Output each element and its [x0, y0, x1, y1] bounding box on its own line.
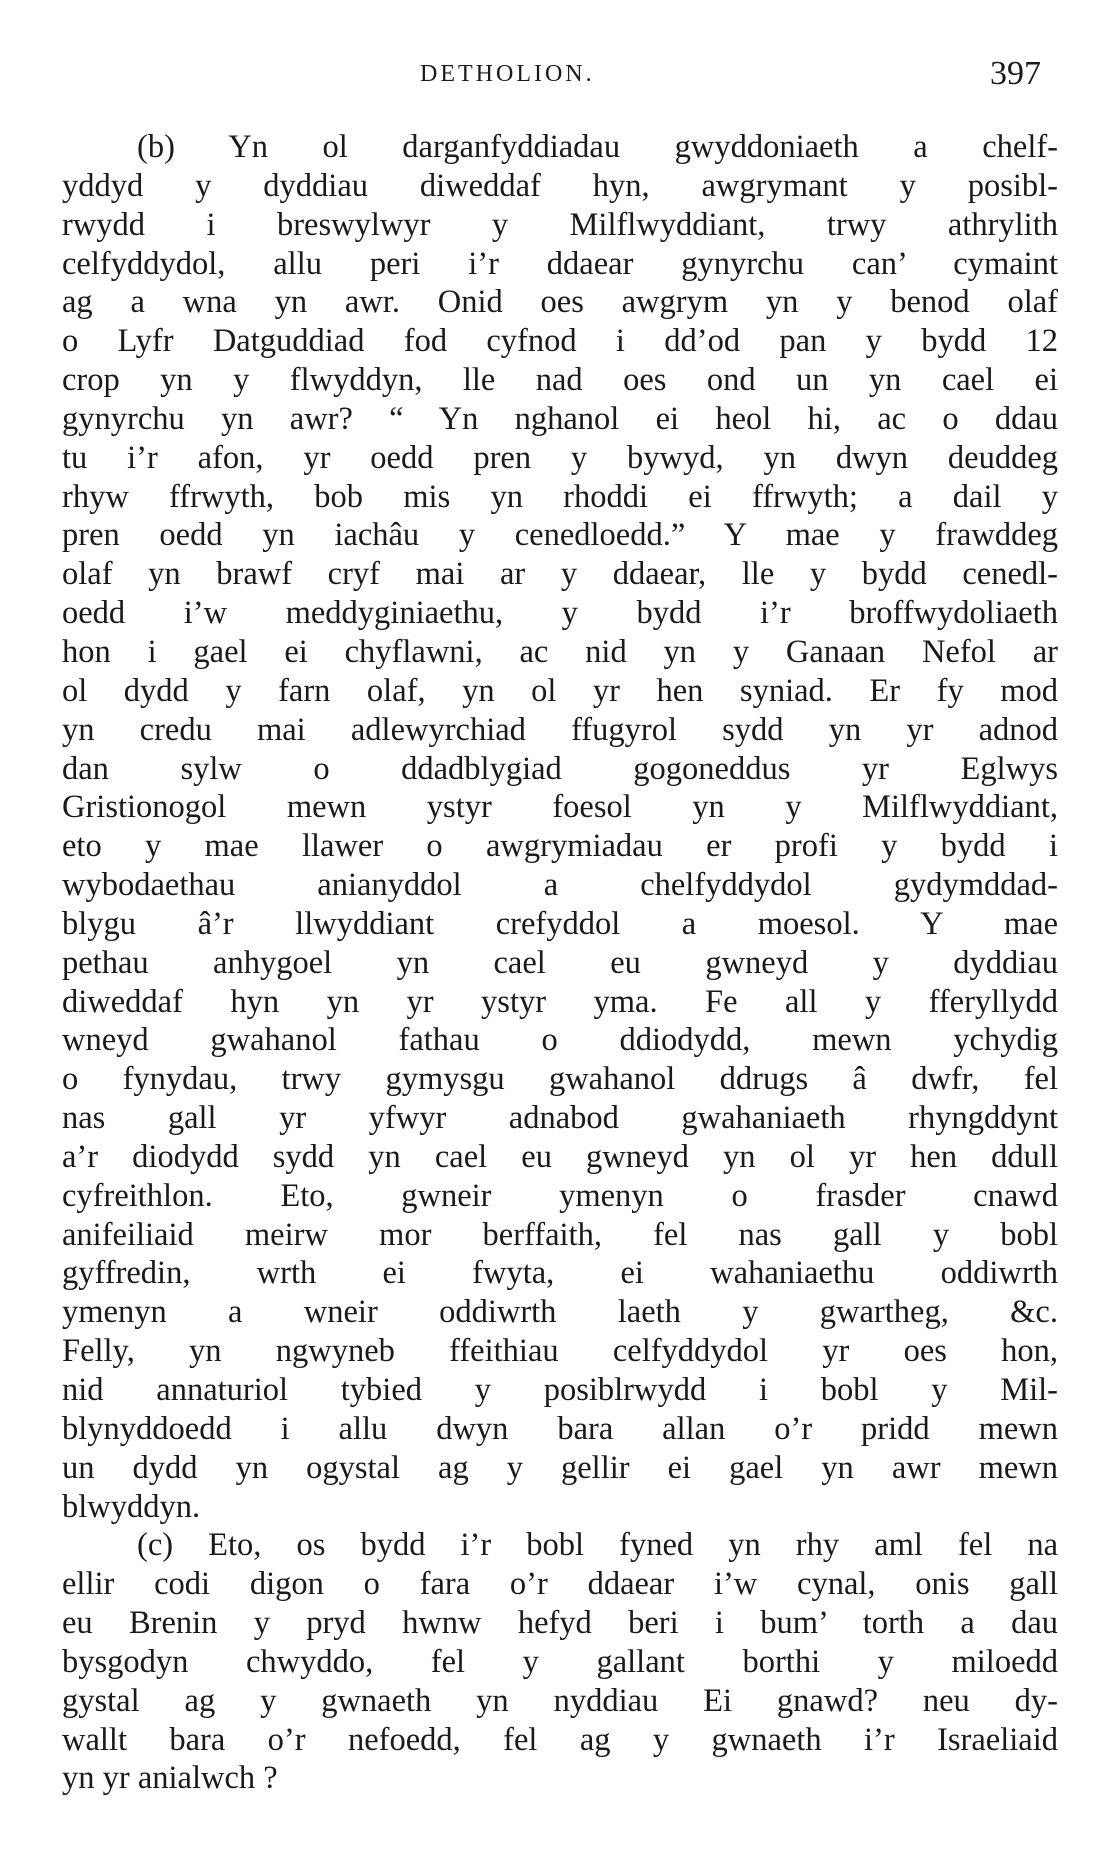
- text-line: (c) Eto, os bydd i’r bobl fyned yn rhy aml fel na: [137, 1527, 1058, 1564]
- text-line: wallt bara o’r nefoedd, fel ag y gwnaeth i’r Israeliaid: [62, 1721, 1058, 1758]
- text-line: o fynydau, trwy gymysgu gwahanol ddrugs â dwfr, fel: [62, 1061, 1058, 1098]
- text-line: nid annaturiol tybied y posiblrwydd i bobl y Mil-: [62, 1372, 1058, 1408]
- running-title: DETHOLION.: [420, 61, 595, 87]
- text-line: oedd i’w meddyginiaethu, y bydd i’r broffwydoliaeth: [62, 595, 1058, 632]
- text-line: dan sylw o ddadblygiad gogoneddus yr Eglwys: [62, 750, 1058, 787]
- text-line: nas gall yr yfwyr adnabod gwahaniaeth rhyngddynt: [62, 1100, 1058, 1137]
- text-line: gyffredin, wrth ei fwyta, ei wahaniaethu oddiwrth: [62, 1255, 1058, 1292]
- text-line: yddyd y dyddiau diweddaf hyn, awgrymant y posibl-: [62, 167, 1058, 204]
- running-head: [0, 55, 1115, 95]
- text-line: Felly, yn ngwyneb ffeithiau celfyddydol yr oes hon,: [62, 1333, 1058, 1370]
- text-line: o Lyfr Datguddiad fod cyfnod i dd’od pan y bydd 12: [62, 323, 1058, 360]
- text-line: anifeiliaid meirw mor berffaith, fel nas gall y bobl: [62, 1216, 1058, 1253]
- text-line: celfyddydol, allu peri i’r ddaear gynyrchu can’ cymaint: [62, 245, 1058, 282]
- text-line: blygu â’r llwyddiant crefyddol a moesol. Y mae: [62, 905, 1058, 942]
- text-line: Gristionogol mewn ystyr foesol yn y Milflwyddiant,: [62, 789, 1058, 826]
- text-line: pren oedd yn iachâu y cenedloedd.” Y mae y frawddeg: [62, 517, 1058, 554]
- text-line: crop yn y flwyddyn, lle nad oes ond un yn cael ei: [62, 362, 1058, 399]
- text-line: ol dydd y farn olaf, yn ol yr hen syniad. Er fy mod: [62, 672, 1058, 709]
- text-line: gystal ag y gwnaeth yn nyddiau Ei gnawd? neu dy-: [62, 1682, 1058, 1719]
- text-line: wneyd gwahanol fathau o ddiodydd, mewn ychydig: [62, 1022, 1058, 1059]
- text-line: yn credu mai adlewyrchiad ffugyrol sydd yn yr adnod: [62, 711, 1058, 748]
- text-line: cyfreithlon. Eto, gwneir ymenyn o frasder cnawd: [62, 1177, 1058, 1214]
- text-line: eu Brenin y pryd hwnw hefyd beri i bum’ torth a dau: [62, 1605, 1058, 1642]
- text-line: ellir codi digon o fara o’r ddaear i’w cynal, onis gall: [62, 1566, 1058, 1603]
- text-line: bysgodyn chwyddo, fel y gallant borthi y miloedd: [62, 1643, 1058, 1680]
- text-line: wybodaethau anianyddol a chelfyddydol gydymddad-: [62, 867, 1058, 904]
- text-line: gynyrchu yn awr? “ Yn nghanol ei heol hi, ac o ddau: [62, 400, 1058, 437]
- text-line: (b) Yn ol darganfyddiadau gwyddoniaeth a chelf-: [137, 129, 1058, 165]
- text-line: ymenyn a wneir oddiwrth laeth y gwartheg, &c.: [62, 1294, 1058, 1331]
- text-line: pethau anhygoel yn cael eu gwneyd y dyddiau: [62, 944, 1058, 981]
- text-line: diweddaf hyn yn yr ystyr yma. Fe all y fferyllydd: [62, 983, 1058, 1020]
- text-line: blynyddoedd i allu dwyn bara allan o’r pridd mewn: [62, 1410, 1058, 1447]
- text-line: ag a wna yn awr. Onid oes awgrym yn y benod olaf: [62, 284, 1058, 321]
- text-line: un dydd yn ogystal ag y gellir ei gael yn awr mewn: [62, 1449, 1058, 1486]
- text-line: blwyddyn.: [62, 1488, 201, 1525]
- text-line: rwydd i breswylwyr y Milflwyddiant, trwy athrylith: [62, 206, 1058, 243]
- text-line: yn yr anialwch ?: [62, 1760, 278, 1797]
- body-text: [62, 128, 1058, 1798]
- text-line: rhyw ffrwyth, bob mis yn rhoddi ei ffrwyth; a dail y: [62, 478, 1058, 515]
- text-line: hon i gael ei chyflawni, ac nid yn y Ganaan Nefol ar: [62, 633, 1058, 670]
- page-number: 397: [990, 55, 1041, 92]
- text-line: olaf yn brawf cryf mai ar y ddaear, lle y bydd cenedl-: [62, 556, 1058, 593]
- text-line: a’r diodydd sydd yn cael eu gwneyd yn ol yr hen ddull: [62, 1138, 1058, 1175]
- text-line: tu i’r afon, yr oedd pren y bywyd, yn dwyn deuddeg: [62, 439, 1058, 476]
- text-line: eto y mae llawer o awgrymiadau er profi y bydd i: [62, 828, 1058, 865]
